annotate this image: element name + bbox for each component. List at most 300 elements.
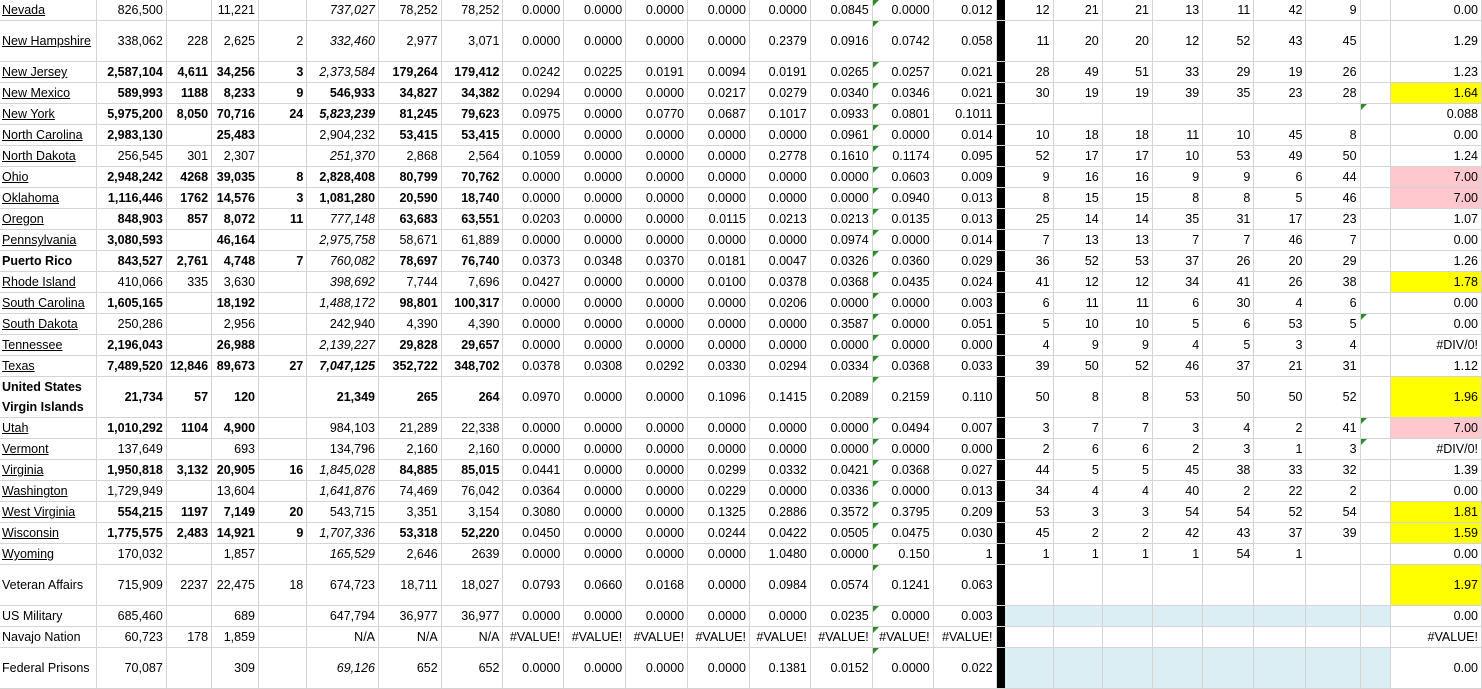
data-cell[interactable]: 848,903 <box>97 209 167 230</box>
rank-cell[interactable]: 33 <box>1152 62 1202 83</box>
data-cell[interactable]: #VALUE! <box>749 627 810 648</box>
data-cell[interactable]: 3 <box>259 62 307 83</box>
data-cell[interactable]: 0.0000 <box>564 167 626 188</box>
rank-cell[interactable] <box>1254 104 1306 125</box>
rank-cell[interactable]: 13 <box>1053 230 1102 251</box>
data-cell[interactable]: 81,245 <box>379 104 442 125</box>
empty-cell[interactable] <box>1360 377 1390 418</box>
rank-cell[interactable]: 2 <box>1152 439 1202 460</box>
data-cell[interactable]: 53,415 <box>441 125 503 146</box>
state-link[interactable]: Pennsylvania <box>2 233 77 247</box>
empty-cell[interactable] <box>1360 293 1390 314</box>
data-cell[interactable]: 18 <box>259 565 307 606</box>
data-cell[interactable]: 25,483 <box>212 125 259 146</box>
rank-cell[interactable]: 6 <box>1005 293 1053 314</box>
data-cell[interactable]: 0.0450 <box>503 523 564 544</box>
data-cell[interactable]: 76,740 <box>441 251 503 272</box>
data-cell[interactable]: 0.0334 <box>810 356 872 377</box>
data-cell[interactable]: 228 <box>166 21 211 62</box>
ratio-cell[interactable]: 1.97 <box>1390 565 1481 606</box>
rank-cell[interactable]: 6 <box>1102 439 1152 460</box>
data-cell[interactable] <box>259 544 307 565</box>
rank-cell[interactable]: 15 <box>1053 188 1102 209</box>
data-cell[interactable]: 20 <box>259 502 307 523</box>
rank-cell[interactable]: 10 <box>1005 125 1053 146</box>
empty-cell[interactable] <box>1360 502 1390 523</box>
data-cell[interactable]: 0.0152 <box>810 648 872 689</box>
rank-cell[interactable]: 44 <box>1306 167 1360 188</box>
rank-cell[interactable]: 9 <box>1053 335 1102 356</box>
row-label-cell[interactable] <box>0 627 97 648</box>
rank-cell[interactable] <box>1152 565 1202 606</box>
data-cell[interactable]: 2,868 <box>379 146 442 167</box>
rank-cell[interactable] <box>1254 565 1306 606</box>
data-cell[interactable]: 0.0000 <box>688 146 750 167</box>
data-cell[interactable]: 7,696 <box>441 272 503 293</box>
empty-cell[interactable] <box>1360 0 1390 21</box>
data-cell[interactable]: 546,933 <box>307 83 379 104</box>
data-cell[interactable]: 0.0000 <box>626 377 688 418</box>
data-cell[interactable]: 4,390 <box>379 314 442 335</box>
row-label-cell[interactable] <box>0 544 97 565</box>
data-cell[interactable]: 70,087 <box>97 648 167 689</box>
data-cell[interactable]: 2 <box>259 21 307 62</box>
data-cell[interactable]: 0.0000 <box>810 418 872 439</box>
data-cell[interactable]: 685,460 <box>97 606 167 627</box>
data-cell[interactable]: 301 <box>166 146 211 167</box>
row-label-cell[interactable] <box>0 314 97 335</box>
rank-cell[interactable]: 46 <box>1152 356 1202 377</box>
rank-cell[interactable]: 6 <box>1254 167 1306 188</box>
empty-cell[interactable] <box>1360 565 1390 606</box>
data-cell[interactable]: 0.021 <box>933 62 996 83</box>
rank-cell[interactable]: 1 <box>1053 544 1102 565</box>
data-cell[interactable]: 0.0000 <box>626 314 688 335</box>
rank-cell[interactable]: 19 <box>1053 83 1102 104</box>
data-cell[interactable]: 2,828,408 <box>307 167 379 188</box>
data-cell[interactable]: 0.0332 <box>749 460 810 481</box>
rank-cell[interactable]: 20 <box>1053 21 1102 62</box>
data-cell[interactable]: 0.0360 <box>872 251 933 272</box>
rank-cell[interactable]: 31 <box>1306 356 1360 377</box>
state-link[interactable]: Nevada <box>2 3 46 17</box>
data-cell[interactable]: 0.3572 <box>810 502 872 523</box>
data-cell[interactable]: 7,744 <box>379 272 442 293</box>
rank-cell[interactable]: 2 <box>1203 481 1254 502</box>
state-link[interactable]: New Jersey <box>2 65 68 79</box>
data-cell[interactable]: 0.0373 <box>503 251 564 272</box>
data-cell[interactable]: 74,469 <box>379 481 442 502</box>
empty-cell[interactable] <box>1360 272 1390 293</box>
data-cell[interactable]: 1,116,446 <box>97 188 167 209</box>
rank-cell[interactable]: 20 <box>1254 251 1306 272</box>
ratio-cell[interactable]: #DIV/0! <box>1390 335 1481 356</box>
rank-cell[interactable] <box>1152 648 1202 689</box>
rank-cell[interactable]: 45 <box>1254 125 1306 146</box>
data-cell[interactable]: 0.0000 <box>688 293 750 314</box>
data-cell[interactable]: 0.0000 <box>503 293 564 314</box>
data-cell[interactable]: 22,475 <box>212 565 259 606</box>
rank-cell[interactable]: 1 <box>1254 439 1306 460</box>
data-cell[interactable]: #VALUE! <box>503 627 564 648</box>
data-cell[interactable]: 29,828 <box>379 335 442 356</box>
rank-cell[interactable]: 1 <box>1005 544 1053 565</box>
data-cell[interactable]: 737,027 <box>307 0 379 21</box>
data-cell[interactable]: 84,885 <box>379 460 442 481</box>
data-cell[interactable]: 0.0000 <box>749 230 810 251</box>
ratio-cell[interactable]: 1.07 <box>1390 209 1481 230</box>
data-cell[interactable]: 0.0340 <box>810 83 872 104</box>
rank-cell[interactable]: 34 <box>1152 272 1202 293</box>
rank-cell[interactable]: 54 <box>1203 544 1254 565</box>
data-cell[interactable]: 13,604 <box>212 481 259 502</box>
data-cell[interactable]: 0.1415 <box>749 377 810 418</box>
data-cell[interactable]: 0.0000 <box>688 0 750 21</box>
rank-cell[interactable]: 37 <box>1254 523 1306 544</box>
empty-cell[interactable] <box>1360 544 1390 565</box>
data-cell[interactable]: 4,611 <box>166 62 211 83</box>
data-cell[interactable]: 0.3795 <box>872 502 933 523</box>
data-cell[interactable]: 689 <box>212 606 259 627</box>
empty-cell[interactable] <box>1360 125 1390 146</box>
rank-cell[interactable]: 6 <box>1203 314 1254 335</box>
data-cell[interactable]: 1,845,028 <box>307 460 379 481</box>
rank-cell[interactable]: 7 <box>1005 230 1053 251</box>
row-label-cell[interactable] <box>0 377 97 418</box>
ratio-cell[interactable]: 1.12 <box>1390 356 1481 377</box>
data-cell[interactable]: 0.0299 <box>688 460 750 481</box>
data-cell[interactable] <box>259 439 307 460</box>
row-label-cell[interactable] <box>0 648 97 689</box>
data-cell[interactable] <box>166 606 211 627</box>
state-link[interactable]: New Hampshire <box>2 34 91 48</box>
data-cell[interactable]: 0.0000 <box>564 648 626 689</box>
rank-cell[interactable]: 53 <box>1203 146 1254 167</box>
data-cell[interactable]: 398,692 <box>307 272 379 293</box>
rank-cell[interactable]: 12 <box>1053 272 1102 293</box>
data-cell[interactable]: 1,010,292 <box>97 418 167 439</box>
rank-cell[interactable]: 26 <box>1254 272 1306 293</box>
data-cell[interactable]: 0.0000 <box>872 0 933 21</box>
data-cell[interactable]: 0.0975 <box>503 104 564 125</box>
rank-cell[interactable]: 10 <box>1053 314 1102 335</box>
data-cell[interactable]: 0.0000 <box>810 439 872 460</box>
ratio-cell[interactable]: 0.00 <box>1390 544 1481 565</box>
rank-cell[interactable]: 8 <box>1005 188 1053 209</box>
rank-cell[interactable]: 41 <box>1005 272 1053 293</box>
data-cell[interactable]: 0.0326 <box>810 251 872 272</box>
rank-cell[interactable]: 45 <box>1306 21 1360 62</box>
ratio-cell[interactable]: 0.00 <box>1390 606 1481 627</box>
data-cell[interactable]: 0.0000 <box>503 21 564 62</box>
data-cell[interactable]: #VALUE! <box>872 627 933 648</box>
data-cell[interactable]: 0.0000 <box>564 439 626 460</box>
data-cell[interactable]: 2,975,758 <box>307 230 379 251</box>
data-cell[interactable]: 0.0191 <box>749 62 810 83</box>
rank-cell[interactable]: 41 <box>1203 272 1254 293</box>
data-cell[interactable]: 0.003 <box>933 293 996 314</box>
data-cell[interactable]: 179,412 <box>441 62 503 83</box>
rank-cell[interactable] <box>1203 627 1254 648</box>
data-cell[interactable]: 0.058 <box>933 21 996 62</box>
data-cell[interactable]: 0.012 <box>933 0 996 21</box>
data-cell[interactable]: 0.0378 <box>749 272 810 293</box>
data-cell[interactable]: 0.0000 <box>688 21 750 62</box>
data-cell[interactable]: 61,889 <box>441 230 503 251</box>
ratio-cell[interactable]: 1.96 <box>1390 377 1481 418</box>
data-cell[interactable]: 0.0933 <box>810 104 872 125</box>
data-cell[interactable]: 0.0984 <box>749 565 810 606</box>
rank-cell[interactable] <box>1102 606 1152 627</box>
rank-cell[interactable]: 8 <box>1203 188 1254 209</box>
rank-cell[interactable]: 33 <box>1254 460 1306 481</box>
data-cell[interactable]: 2,564 <box>441 146 503 167</box>
rank-cell[interactable]: 26 <box>1306 62 1360 83</box>
data-cell[interactable]: 265 <box>379 377 442 418</box>
data-cell[interactable]: 0.0000 <box>503 188 564 209</box>
data-cell[interactable]: N/A <box>307 627 379 648</box>
data-cell[interactable]: 0.0244 <box>688 523 750 544</box>
rank-cell[interactable] <box>1005 606 1053 627</box>
rank-cell[interactable]: 40 <box>1152 481 1202 502</box>
data-cell[interactable]: 1,857 <box>212 544 259 565</box>
rank-cell[interactable]: 41 <box>1306 418 1360 439</box>
rank-cell[interactable]: 3 <box>1254 335 1306 356</box>
row-label-cell[interactable] <box>0 502 97 523</box>
data-cell[interactable]: 4268 <box>166 167 211 188</box>
data-cell[interactable]: 1197 <box>166 502 211 523</box>
rank-cell[interactable]: 6 <box>1152 293 1202 314</box>
data-cell[interactable]: 78,252 <box>379 0 442 21</box>
data-cell[interactable]: 0.0000 <box>749 418 810 439</box>
rank-cell[interactable]: 10 <box>1203 125 1254 146</box>
rank-cell[interactable]: 3 <box>1053 502 1102 523</box>
rank-cell[interactable]: 1 <box>1102 544 1152 565</box>
data-cell[interactable]: 0.063 <box>933 565 996 606</box>
data-cell[interactable] <box>259 606 307 627</box>
data-cell[interactable] <box>259 146 307 167</box>
data-cell[interactable]: 2,948,242 <box>97 167 167 188</box>
rank-cell[interactable]: 39 <box>1005 356 1053 377</box>
rank-cell[interactable]: 52 <box>1254 502 1306 523</box>
rank-cell[interactable]: 28 <box>1005 62 1053 83</box>
data-cell[interactable]: 0.0265 <box>810 62 872 83</box>
data-cell[interactable]: 60,723 <box>97 627 167 648</box>
data-cell[interactable]: 1762 <box>166 188 211 209</box>
data-cell[interactable]: 0.0000 <box>503 418 564 439</box>
data-cell[interactable]: 338,062 <box>97 21 167 62</box>
rank-cell[interactable]: 51 <box>1102 62 1152 83</box>
data-cell[interactable]: 1,605,165 <box>97 293 167 314</box>
data-cell[interactable]: 0.0000 <box>626 523 688 544</box>
data-cell[interactable]: 0.0000 <box>503 439 564 460</box>
data-cell[interactable]: 0.0000 <box>872 125 933 146</box>
data-cell[interactable]: 0.0000 <box>872 606 933 627</box>
ratio-cell[interactable]: 0.00 <box>1390 481 1481 502</box>
data-cell[interactable]: 0.0801 <box>872 104 933 125</box>
data-cell[interactable]: 1 <box>933 544 996 565</box>
rank-cell[interactable]: 43 <box>1203 523 1254 544</box>
data-cell[interactable]: 0.0793 <box>503 565 564 606</box>
ratio-cell[interactable]: 1.39 <box>1390 460 1481 481</box>
data-cell[interactable]: 0.0000 <box>872 439 933 460</box>
data-cell[interactable]: 0.0475 <box>872 523 933 544</box>
data-cell[interactable]: 0.0000 <box>872 314 933 335</box>
rank-cell[interactable] <box>1203 606 1254 627</box>
data-cell[interactable]: 0.2089 <box>810 377 872 418</box>
data-cell[interactable]: 1,729,949 <box>97 481 167 502</box>
ratio-cell[interactable]: 0.00 <box>1390 293 1481 314</box>
data-cell[interactable]: 0.014 <box>933 125 996 146</box>
data-cell[interactable]: 0.0100 <box>688 272 750 293</box>
rank-cell[interactable]: 9 <box>1152 167 1202 188</box>
rank-cell[interactable]: 54 <box>1203 502 1254 523</box>
data-cell[interactable]: 9 <box>259 523 307 544</box>
data-cell[interactable]: 78,252 <box>441 0 503 21</box>
data-cell[interactable]: 0.0000 <box>626 209 688 230</box>
data-cell[interactable]: 0.0047 <box>749 251 810 272</box>
rank-cell[interactable]: 39 <box>1152 83 1202 104</box>
row-label-cell[interactable] <box>0 523 97 544</box>
rank-cell[interactable] <box>1005 627 1053 648</box>
data-cell[interactable]: 2,483 <box>166 523 211 544</box>
rank-cell[interactable]: 6 <box>1306 293 1360 314</box>
rank-cell[interactable]: 3 <box>1203 439 1254 460</box>
rank-cell[interactable]: 14 <box>1053 209 1102 230</box>
data-cell[interactable]: 22,338 <box>441 418 503 439</box>
data-cell[interactable]: 0.007 <box>933 418 996 439</box>
rank-cell[interactable]: 2 <box>1005 439 1053 460</box>
data-cell[interactable]: 9 <box>259 83 307 104</box>
data-cell[interactable]: 0.000 <box>933 439 996 460</box>
data-cell[interactable]: 0.2159 <box>872 377 933 418</box>
data-cell[interactable]: 0.029 <box>933 251 996 272</box>
ratio-cell[interactable]: 7.00 <box>1390 418 1481 439</box>
data-cell[interactable]: 170,032 <box>97 544 167 565</box>
data-cell[interactable] <box>166 439 211 460</box>
state-link[interactable]: West Virginia <box>2 505 76 519</box>
data-cell[interactable]: 0.0435 <box>872 272 933 293</box>
data-cell[interactable] <box>259 648 307 689</box>
data-cell[interactable]: 0.0368 <box>872 356 933 377</box>
data-cell[interactable]: 0.0961 <box>810 125 872 146</box>
row-label-cell[interactable] <box>0 188 97 209</box>
data-cell[interactable]: 0.0346 <box>872 83 933 104</box>
row-label-cell[interactable] <box>0 606 97 627</box>
data-cell[interactable]: 0.0348 <box>564 251 626 272</box>
data-cell[interactable]: 2,625 <box>212 21 259 62</box>
rank-cell[interactable] <box>1053 565 1102 606</box>
data-cell[interactable] <box>259 125 307 146</box>
data-cell[interactable]: #VALUE! <box>810 627 872 648</box>
data-cell[interactable] <box>166 335 211 356</box>
data-cell[interactable] <box>259 481 307 502</box>
empty-cell[interactable] <box>1360 460 1390 481</box>
data-cell[interactable]: 250,286 <box>97 314 167 335</box>
data-cell[interactable]: 34,256 <box>212 62 259 83</box>
empty-cell[interactable] <box>1360 523 1390 544</box>
data-cell[interactable]: 1,950,818 <box>97 460 167 481</box>
data-cell[interactable]: 693 <box>212 439 259 460</box>
data-cell[interactable]: 46,164 <box>212 230 259 251</box>
empty-cell[interactable] <box>1360 209 1390 230</box>
rank-cell[interactable]: 39 <box>1306 523 1360 544</box>
data-cell[interactable]: 120 <box>212 377 259 418</box>
data-cell[interactable]: 0.009 <box>933 167 996 188</box>
data-cell[interactable]: #VALUE! <box>688 627 750 648</box>
row-label-cell[interactable] <box>0 272 97 293</box>
row-label-cell[interactable] <box>0 146 97 167</box>
data-cell[interactable]: 53,415 <box>379 125 442 146</box>
data-cell[interactable]: 2237 <box>166 565 211 606</box>
data-cell[interactable]: 0.0770 <box>626 104 688 125</box>
rank-cell[interactable]: 2 <box>1053 523 1102 544</box>
rank-cell[interactable]: 46 <box>1254 230 1306 251</box>
data-cell[interactable]: 0.0970 <box>503 377 564 418</box>
data-cell[interactable] <box>259 377 307 418</box>
data-cell[interactable]: 309 <box>212 648 259 689</box>
data-cell[interactable]: 0.0000 <box>626 21 688 62</box>
rank-cell[interactable]: 49 <box>1254 146 1306 167</box>
rank-cell[interactable]: 18 <box>1053 125 1102 146</box>
row-label-cell[interactable] <box>0 335 97 356</box>
data-cell[interactable]: 2,196,043 <box>97 335 167 356</box>
data-cell[interactable]: 0.1059 <box>503 146 564 167</box>
data-cell[interactable] <box>259 627 307 648</box>
data-cell[interactable]: 1,641,876 <box>307 481 379 502</box>
rank-cell[interactable] <box>1102 627 1152 648</box>
rank-cell[interactable] <box>1102 648 1152 689</box>
data-cell[interactable]: 0.0000 <box>688 125 750 146</box>
data-cell[interactable]: 69,126 <box>307 648 379 689</box>
data-cell[interactable]: 0.0370 <box>626 251 688 272</box>
empty-cell[interactable] <box>1360 627 1390 648</box>
data-cell[interactable] <box>166 125 211 146</box>
data-cell[interactable]: 36,977 <box>441 606 503 627</box>
data-cell[interactable]: 0.0000 <box>564 523 626 544</box>
rank-cell[interactable] <box>1203 565 1254 606</box>
data-cell[interactable]: 1104 <box>166 418 211 439</box>
data-cell[interactable]: 1,081,280 <box>307 188 379 209</box>
data-cell[interactable]: 178 <box>166 627 211 648</box>
rank-cell[interactable]: 10 <box>1102 314 1152 335</box>
rank-cell[interactable]: 4 <box>1306 335 1360 356</box>
data-cell[interactable]: 0.0494 <box>872 418 933 439</box>
empty-cell[interactable] <box>1360 62 1390 83</box>
rank-cell[interactable]: 31 <box>1203 209 1254 230</box>
state-link[interactable]: Wisconsin <box>2 526 59 540</box>
rank-cell[interactable]: 5 <box>1203 335 1254 356</box>
rank-cell[interactable]: 3 <box>1306 439 1360 460</box>
data-cell[interactable]: 0.0279 <box>749 83 810 104</box>
data-cell[interactable]: 0.024 <box>933 272 996 293</box>
ratio-cell[interactable]: #DIV/0! <box>1390 439 1481 460</box>
data-cell[interactable]: 3,154 <box>441 502 503 523</box>
empty-cell[interactable] <box>1360 481 1390 502</box>
data-cell[interactable]: 89,673 <box>212 356 259 377</box>
rank-cell[interactable]: 5 <box>1053 460 1102 481</box>
rank-cell[interactable]: 5 <box>1152 314 1202 335</box>
rank-cell[interactable]: 45 <box>1005 523 1053 544</box>
data-cell[interactable]: 8,233 <box>212 83 259 104</box>
data-cell[interactable]: 0.0000 <box>503 167 564 188</box>
data-cell[interactable]: 0.0135 <box>872 209 933 230</box>
data-cell[interactable]: 0.0845 <box>810 0 872 21</box>
data-cell[interactable]: 2,761 <box>166 251 211 272</box>
rank-cell[interactable]: 50 <box>1203 377 1254 418</box>
empty-cell[interactable] <box>1360 230 1390 251</box>
state-link[interactable]: Tennessee <box>2 338 63 352</box>
